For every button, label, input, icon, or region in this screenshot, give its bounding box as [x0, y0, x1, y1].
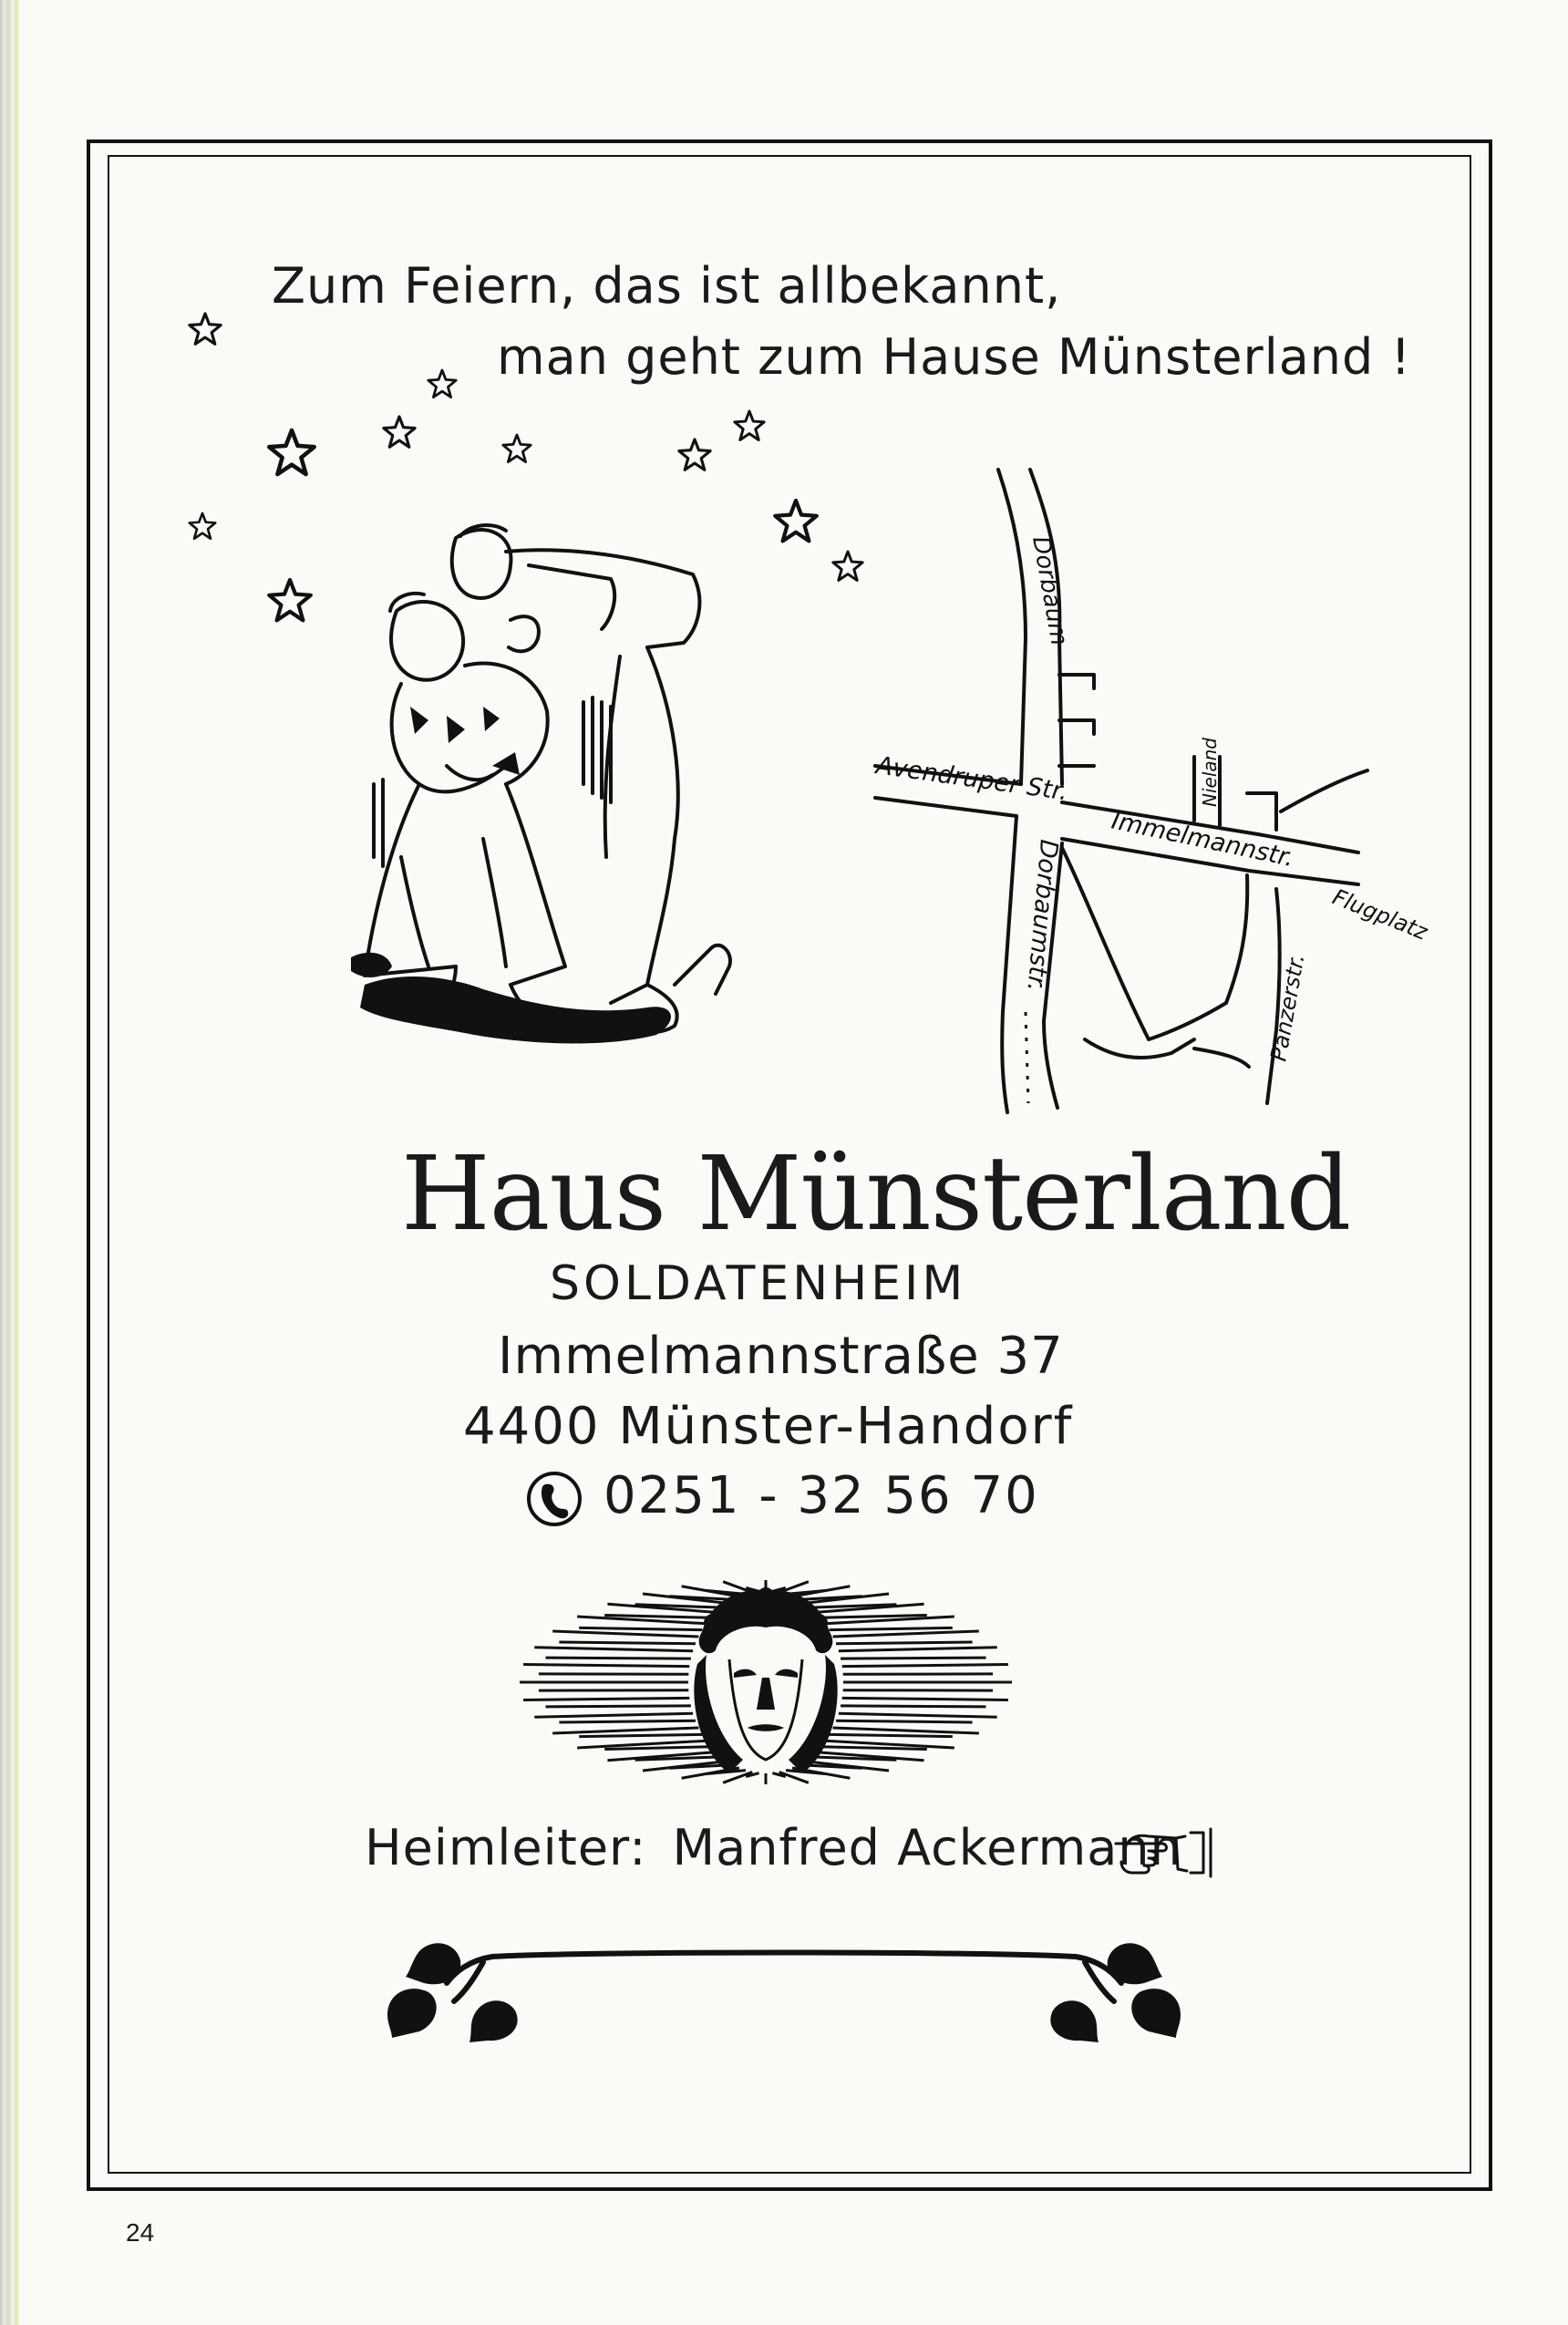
city-address: 4400 Münster-Handorf	[463, 1397, 1074, 1456]
sun-ray	[579, 1734, 702, 1736]
sun-ray	[534, 1713, 693, 1717]
star-icon	[190, 314, 221, 344]
sun-ray	[830, 1628, 953, 1629]
star-icon	[735, 411, 764, 439]
star-icon	[384, 417, 415, 447]
business-subtitle: SOLDATENHEIM	[550, 1256, 967, 1311]
sun-ray	[534, 1648, 693, 1651]
street-address: Immelmannstraße 37	[498, 1327, 1064, 1386]
map-label-avendruper: Avendruper Str.	[874, 751, 1070, 807]
sun-face-emblem	[511, 1577, 1021, 1787]
sun-ray	[839, 1713, 997, 1717]
telephone-icon	[525, 1470, 583, 1528]
sun-ray	[604, 1615, 711, 1617]
sun-ray	[830, 1734, 953, 1736]
sun-ray	[842, 1665, 1008, 1667]
map-label-panzerstr: Panzerstr.	[1265, 952, 1310, 1064]
map-label-dorbaum: Dorbaum	[1026, 534, 1073, 648]
motto-line-1: Zum Feiern, das ist allbekannt,	[272, 257, 1062, 315]
dancing-couple-illustration	[346, 511, 793, 1049]
manager-line	[365, 1819, 1182, 1876]
business-name: Haus Münsterland	[401, 1135, 1351, 1254]
sun-ray	[559, 1642, 696, 1644]
pointing-hand-icon	[1112, 1824, 1222, 1878]
page-number: 24	[126, 2218, 155, 2247]
sun-ray	[579, 1628, 702, 1629]
map-label-dorbaumstr: Dorbaumstr.	[1021, 838, 1063, 993]
map-label-nieland: Nieland	[1199, 737, 1221, 807]
map-label-immelmann: Immelmannstr.	[1109, 806, 1297, 873]
sun-ray	[842, 1698, 1008, 1700]
sun-ray	[523, 1698, 689, 1700]
manager-name: Manfred Ackermann	[672, 1819, 1182, 1876]
star-icon	[428, 370, 456, 398]
sun-ray	[836, 1720, 973, 1722]
star-icon	[833, 552, 862, 580]
sun-ray	[820, 1747, 927, 1750]
book-page-edge	[0, 0, 20, 2325]
sun-ray	[792, 1586, 850, 1596]
sun-ray	[552, 1631, 698, 1637]
sun-ray	[546, 1706, 691, 1707]
star-icon	[269, 580, 311, 620]
star-icon	[503, 435, 531, 462]
map-label-flugplatz: Flugplatz	[1328, 884, 1431, 946]
star-icon	[190, 513, 216, 539]
sun-ray	[833, 1631, 979, 1637]
sun-ray	[820, 1615, 927, 1617]
sun-ray	[552, 1728, 698, 1733]
sun-ray	[836, 1642, 973, 1644]
star-icon	[269, 430, 314, 474]
sun-ray	[839, 1648, 997, 1651]
sun-ray	[833, 1728, 979, 1733]
street-map	[866, 456, 1431, 1204]
manager-label: Heimleiter:	[365, 1819, 647, 1876]
phone-number: 0251 - 32 56 70	[603, 1466, 1039, 1525]
sun-ray	[559, 1720, 696, 1722]
leaf-ornament-divider	[383, 1915, 1185, 2042]
sun-ray	[841, 1706, 985, 1707]
star-icon	[679, 439, 710, 470]
sun-ray	[604, 1747, 711, 1750]
motto-line-2: man geht zum Hause Münsterland !	[497, 328, 1412, 386]
sun-ray	[523, 1665, 689, 1667]
